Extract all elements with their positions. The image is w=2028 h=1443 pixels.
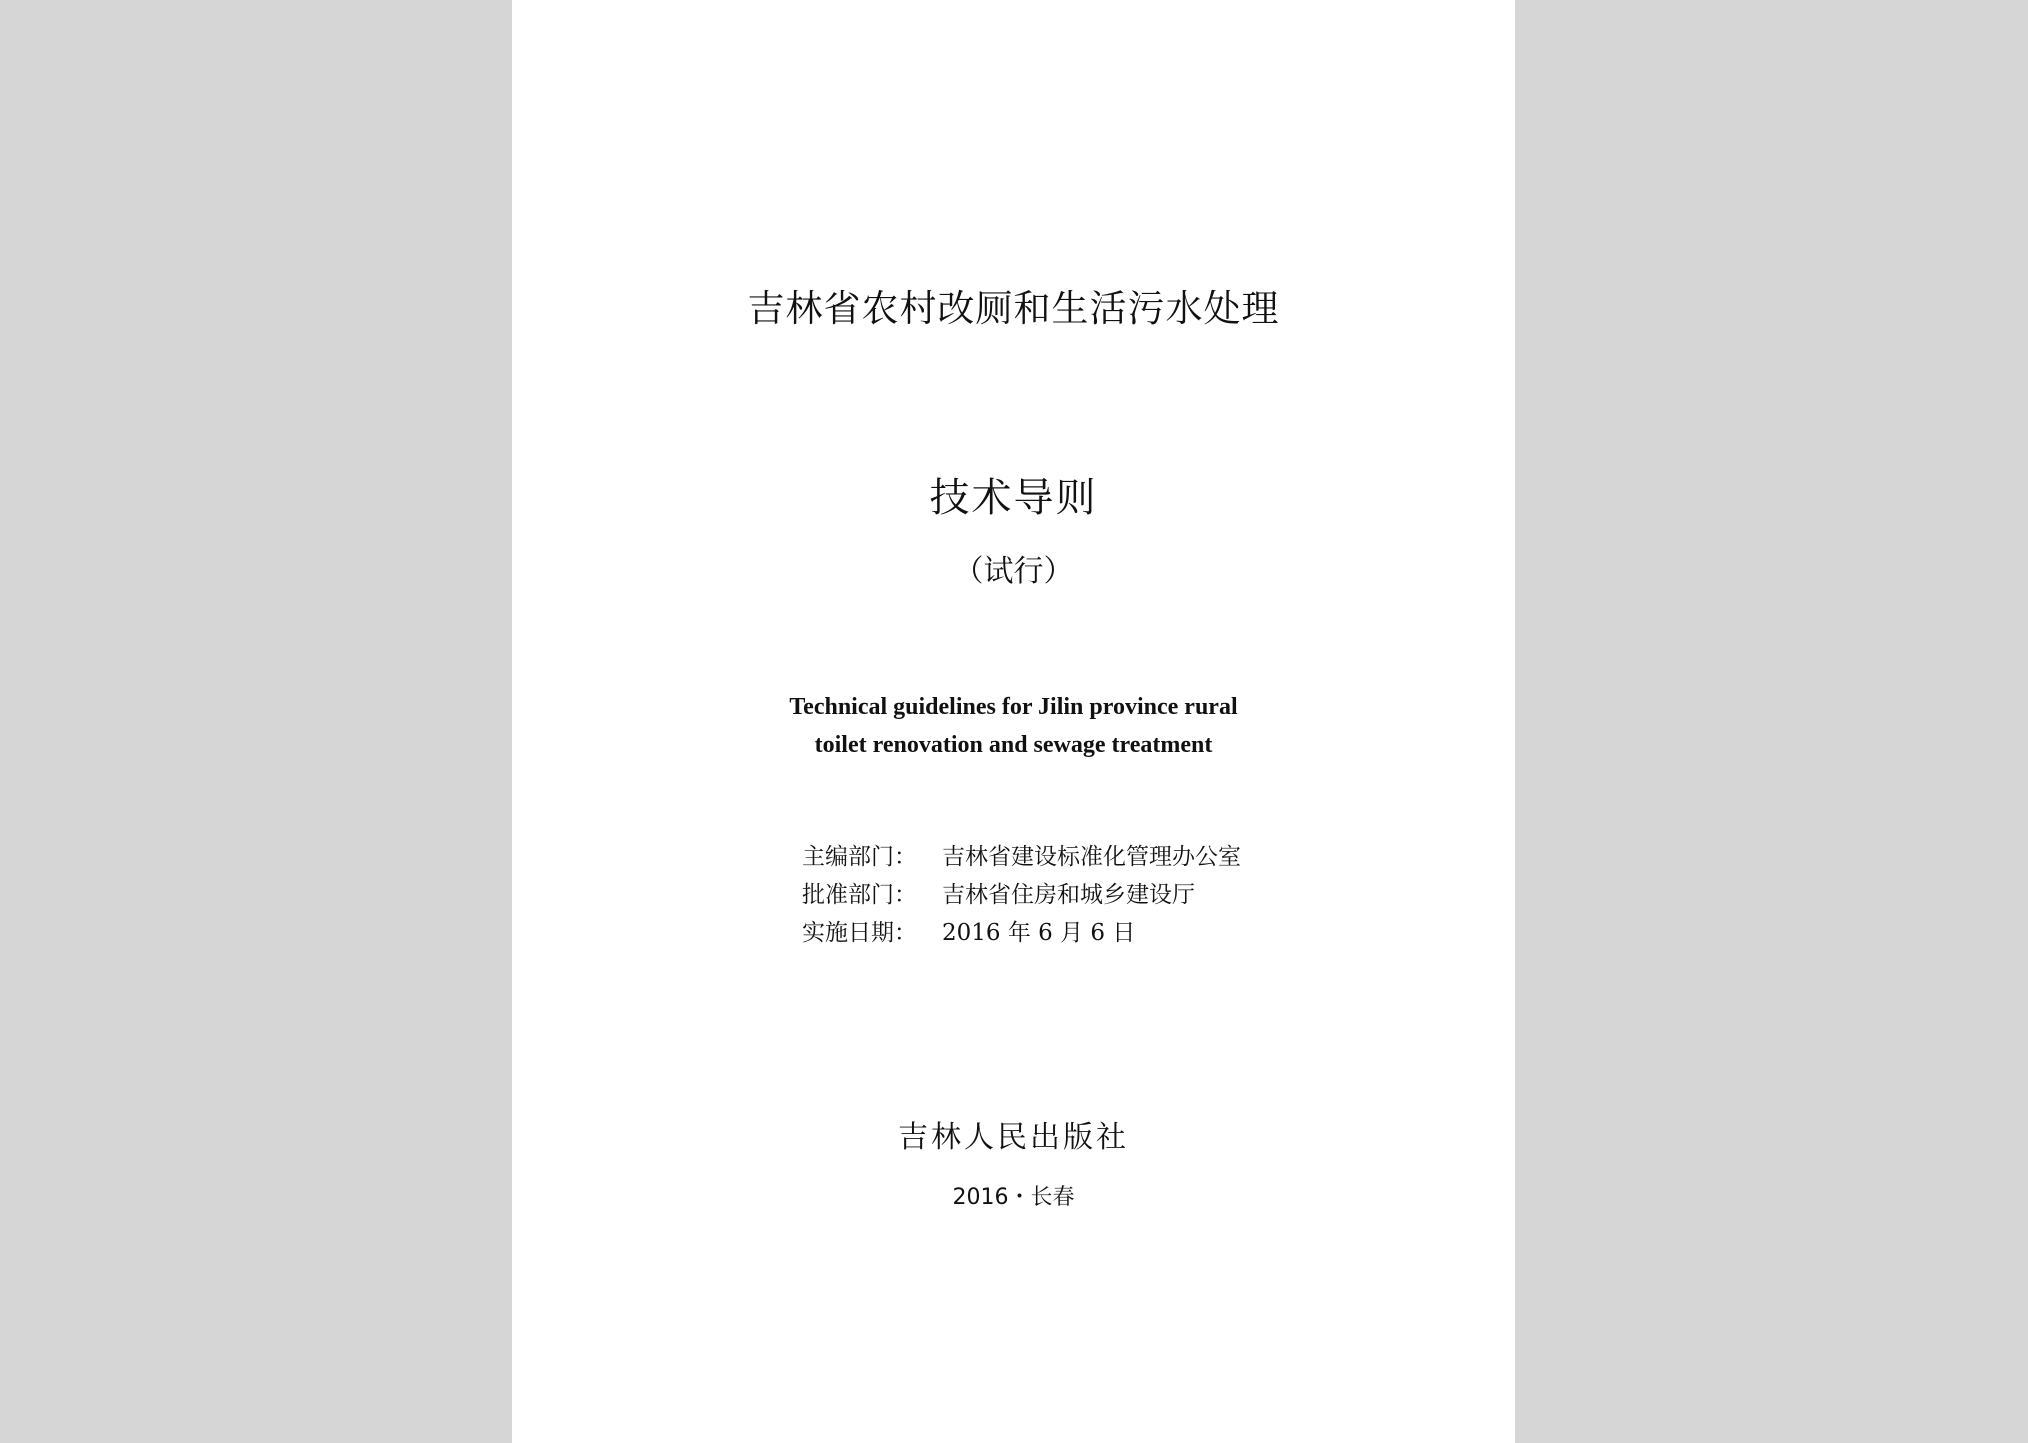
info-label: 实施日期： (802, 920, 917, 946)
publisher-name: 吉林人民出版社 (898, 1120, 1129, 1155)
chinese-title: 吉林省农村改厕和生活污水处理 (747, 287, 1280, 330)
chinese-subtitle: 技术导则 (929, 475, 1098, 521)
info-value: 吉林省住房和城乡建设厅 (942, 882, 1195, 908)
cover-page (512, 0, 1515, 1443)
trial-status: （试行） (953, 554, 1074, 589)
info-value: 2016 年 6 月 6 日 (942, 920, 1136, 946)
info-value: 吉林省建设标准化管理办公室 (942, 844, 1241, 870)
info-label: 主编部门： (802, 844, 917, 870)
info-block (802, 838, 1241, 952)
info-row-approver (802, 876, 1241, 914)
english-title-line-1: Technical guidelines for Jilin province rural (789, 694, 1238, 720)
english-title-line-2: toilet renovation and sewage treatment (814, 732, 1213, 758)
publish-year-place: 2016・长春 (952, 1185, 1075, 1210)
english-title (512, 688, 1515, 764)
info-row-effective-date (802, 914, 1241, 952)
info-row-editor (802, 838, 1241, 876)
info-label: 批准部门： (802, 882, 917, 908)
